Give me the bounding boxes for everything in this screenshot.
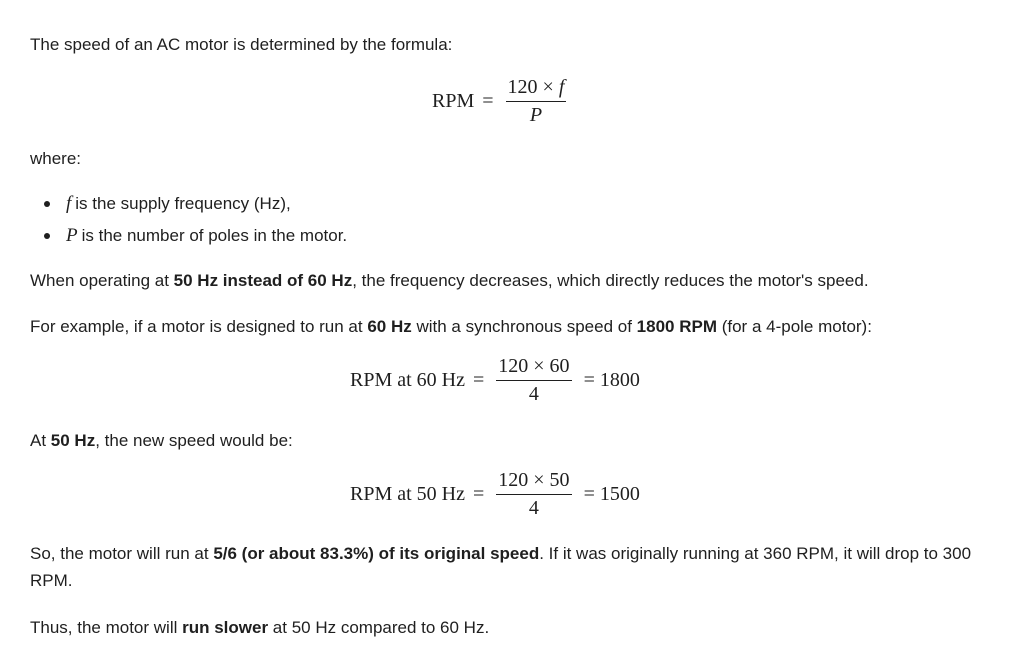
at50-paragraph <box>30 427 293 454</box>
formula-equals: = <box>482 89 494 112</box>
bold-run: run slower <box>182 618 269 637</box>
text-run: at 50 Hz compared to 60 Hz. <box>268 618 490 637</box>
equation-60hz <box>350 355 648 405</box>
equation-lhs: RPM at 50 Hz <box>350 482 465 505</box>
intro-text: The speed of an AC motor is determined by the formula: <box>30 35 453 54</box>
bullet-icon <box>44 201 50 207</box>
list-item-text: is the supply frequency (Hz), <box>75 194 291 213</box>
variable-symbol: P <box>66 225 78 246</box>
list-item <box>44 220 347 252</box>
formula-fraction <box>502 76 571 126</box>
equation-numerator: 120 × 50 <box>496 469 571 495</box>
bullet-icon <box>44 233 50 239</box>
summary-paragraph <box>30 614 489 641</box>
bold-run: 60 Hz <box>367 317 412 336</box>
formula-rpm <box>432 76 570 126</box>
text-run: For example, if a motor is designed to run at <box>30 317 368 336</box>
text-run: . If it was originally running at 360 RPM, it will drop to 300 RPM. <box>30 544 972 590</box>
equation-denominator: 4 <box>528 497 539 519</box>
text-run: (for a 4-pole motor): <box>717 317 872 336</box>
equation-equals: = <box>473 368 485 391</box>
equation-lhs: RPM at 60 Hz <box>350 368 465 391</box>
where-list <box>44 188 347 252</box>
formula-variable-f: f <box>558 76 565 98</box>
equation-result: = 1500 <box>583 482 640 505</box>
formula-denominator: P <box>529 104 543 126</box>
formula-lhs: RPM <box>432 89 475 112</box>
equation-fraction <box>492 469 575 519</box>
operating-paragraph <box>30 267 869 294</box>
equation-denominator: 4 <box>528 383 539 405</box>
equation-equals: = <box>473 482 485 505</box>
bold-run: 1800 RPM <box>636 317 717 336</box>
conclusion-paragraph <box>30 540 980 594</box>
text-run: , the frequency decreases, which directly reduces the motor's speed. <box>352 271 869 290</box>
bold-run: 50 Hz <box>50 431 96 450</box>
list-item <box>44 188 347 220</box>
where-label: where: <box>30 149 82 168</box>
text-run: So, the motor will run at <box>30 544 214 563</box>
variable-symbol: f <box>66 193 72 214</box>
text-run: Thus, the motor will <box>30 618 183 637</box>
equation-numerator: 120 × 60 <box>496 355 571 381</box>
text-run: At <box>30 431 51 450</box>
bold-run: 5/6 (or about 83.3%) of its original speed <box>213 544 540 563</box>
list-item-text: is the number of poles in the motor. <box>81 226 348 245</box>
equation-result: = 1800 <box>583 368 640 391</box>
example-paragraph <box>30 313 872 340</box>
equation-fraction <box>492 355 575 405</box>
text-run: , the new speed would be: <box>95 431 293 450</box>
formula-numerator: 120 × f <box>506 76 567 102</box>
equation-50hz <box>350 469 648 519</box>
text-run: with a synchronous speed of <box>411 317 637 336</box>
text-run: When operating at <box>30 271 174 290</box>
bold-run: 50 Hz instead of 60 Hz <box>173 271 353 290</box>
